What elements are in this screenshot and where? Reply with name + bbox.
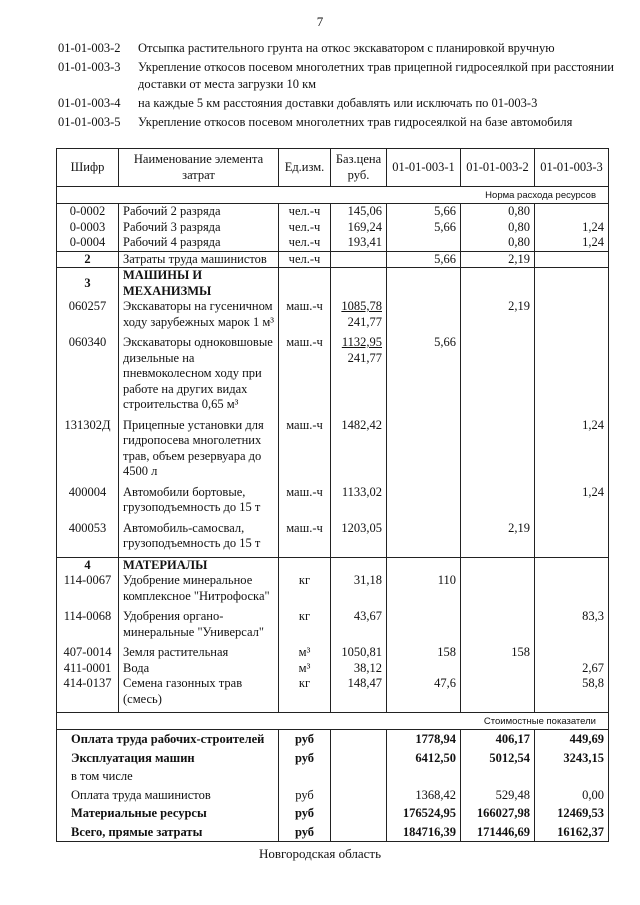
cell-v1: 110 bbox=[387, 573, 461, 604]
page-number: 7 bbox=[316, 14, 324, 29]
cell-v2 bbox=[461, 335, 535, 413]
intro-item bbox=[58, 59, 618, 93]
resource-table bbox=[56, 148, 609, 842]
cell-name: Вода bbox=[119, 661, 279, 677]
summary-unit: руб bbox=[279, 804, 331, 823]
table-row bbox=[57, 204, 609, 220]
cell-v1: 5,66 bbox=[387, 251, 461, 268]
summary-v2: 529,48 bbox=[461, 786, 535, 805]
intro-item bbox=[58, 114, 618, 131]
cell-name: Рабочий 3 разряда bbox=[119, 220, 279, 236]
header-col-2: 01-01-003-2 bbox=[461, 149, 535, 187]
intro-code: 01-01-003-3 bbox=[58, 60, 121, 74]
section-heading-row bbox=[57, 557, 609, 573]
cell-unit: маш.-ч bbox=[279, 418, 331, 480]
cell-v3: 2,67 bbox=[535, 661, 609, 677]
summary-v1: 1368,42 bbox=[387, 786, 461, 805]
header-code: Шифр bbox=[57, 149, 119, 187]
summary-v1: 176524,95 bbox=[387, 804, 461, 823]
cell-v1 bbox=[387, 235, 461, 251]
cell-name: Рабочий 4 разряда bbox=[119, 235, 279, 251]
empty-cell bbox=[279, 557, 331, 573]
cell-v3: 1,24 bbox=[535, 418, 609, 480]
cell-v1: 47,6 bbox=[387, 676, 461, 707]
summary-unit: руб bbox=[279, 749, 331, 768]
cell-price: 1050,81 bbox=[331, 645, 387, 661]
price-secondary: 241,77 bbox=[347, 314, 382, 329]
summary-price bbox=[331, 823, 387, 842]
cell-unit: маш.-ч bbox=[279, 335, 331, 413]
cell-name: Удобрение минеральное комплексное "Нитрофоска" bbox=[119, 573, 279, 604]
footer-region: Новгородская область bbox=[258, 846, 382, 861]
cell-code: 114-0067 bbox=[57, 573, 119, 604]
cell-v2: 0,80 bbox=[461, 220, 535, 236]
cell-v2 bbox=[461, 661, 535, 677]
cell-name: Рабочий 2 разряда bbox=[119, 204, 279, 220]
price-main: 1085,78 bbox=[341, 299, 382, 313]
cell-price bbox=[331, 335, 387, 413]
cell-v2 bbox=[461, 573, 535, 604]
summary-row bbox=[57, 786, 609, 805]
cell-name: Прицепные установки для гидропосева многолетних трав, объем резервуара до 4500 л bbox=[119, 418, 279, 480]
section-heading-row bbox=[57, 268, 609, 300]
cell-v1: 5,66 bbox=[387, 335, 461, 413]
summary-label: Всего, прямые затраты bbox=[57, 823, 279, 842]
summary-price bbox=[331, 749, 387, 768]
summary-v2: 171446,69 bbox=[461, 823, 535, 842]
intro-text: Укрепление откосов посевом многолетних трав прицепной гидросеялкой при расстоянии доставки от места загрузки 10 км bbox=[138, 60, 614, 91]
summary-v3: 3243,15 bbox=[535, 749, 609, 768]
cell-v3 bbox=[535, 251, 609, 268]
summary-label: в том числе bbox=[57, 767, 279, 786]
cell-price: 148,47 bbox=[331, 676, 387, 707]
cell-v3: 1,24 bbox=[535, 235, 609, 251]
cell-v2: 2,19 bbox=[461, 251, 535, 268]
summary-label: Материальные ресурсы bbox=[57, 804, 279, 823]
summary-v3: 16162,37 bbox=[535, 823, 609, 842]
cell-unit: маш.-ч bbox=[279, 299, 331, 330]
cell-price: 145,06 bbox=[331, 204, 387, 220]
section-band bbox=[57, 713, 609, 730]
cell-code: 400053 bbox=[57, 521, 119, 552]
cell-v2: 0,80 bbox=[461, 204, 535, 220]
cell-price bbox=[331, 299, 387, 330]
cell-name: Экскаваторы одноковшовые дизельные на пневмоколесном ходу при работе на других видах строительства 0,65 м³ bbox=[119, 335, 279, 413]
table-row bbox=[57, 661, 609, 677]
empty-cell bbox=[331, 268, 387, 300]
cell-v1 bbox=[387, 521, 461, 552]
intro-list bbox=[58, 40, 618, 133]
cell-unit: кг bbox=[279, 573, 331, 604]
table-row bbox=[57, 418, 609, 480]
cell-v1 bbox=[387, 485, 461, 516]
summary-v1: 184716,39 bbox=[387, 823, 461, 842]
cell-unit: кг bbox=[279, 609, 331, 640]
cell-price: 31,18 bbox=[331, 573, 387, 604]
cell-code: 400004 bbox=[57, 485, 119, 516]
cell-unit: чел.-ч bbox=[279, 235, 331, 251]
cell-v2 bbox=[461, 485, 535, 516]
price-main: 1203,05 bbox=[341, 520, 382, 535]
header-col-3: 01-01-003-3 bbox=[535, 149, 609, 187]
cell-code: 060257 bbox=[57, 299, 119, 330]
cell-code: 0-0003 bbox=[57, 220, 119, 236]
cell-v2: 2,19 bbox=[461, 521, 535, 552]
empty-cell bbox=[279, 268, 331, 300]
empty-cell bbox=[387, 557, 461, 573]
summary-unit: руб bbox=[279, 786, 331, 805]
cell-name: Затраты труда машинистов bbox=[119, 251, 279, 268]
summary-row bbox=[57, 767, 609, 786]
cell-v2: 0,80 bbox=[461, 235, 535, 251]
section-title: МАШИНЫ И МЕХАНИЗМЫ bbox=[119, 268, 279, 300]
cell-unit: чел.-ч bbox=[279, 204, 331, 220]
intro-text: на каждые 5 км расстояния доставки добавлять или исключать по 01-003-3 bbox=[138, 96, 538, 110]
table-row bbox=[57, 645, 609, 661]
cell-unit: чел.-ч bbox=[279, 251, 331, 268]
cell-v3: 1,24 bbox=[535, 485, 609, 516]
header-price: Баз.цена руб. bbox=[331, 149, 387, 187]
price-main: 1132,95 bbox=[341, 335, 382, 349]
cell-code: 060340 bbox=[57, 335, 119, 413]
cell-code: 414-0137 bbox=[57, 676, 119, 707]
summary-unit: руб bbox=[279, 730, 331, 749]
cell-unit: маш.-ч bbox=[279, 521, 331, 552]
cell-v1: 5,66 bbox=[387, 220, 461, 236]
cell-price: 193,41 bbox=[331, 235, 387, 251]
cell-price bbox=[331, 418, 387, 480]
cell-code: 407-0014 bbox=[57, 645, 119, 661]
table-row bbox=[57, 521, 609, 552]
cell-code: 411-0001 bbox=[57, 661, 119, 677]
summary-v1 bbox=[387, 767, 461, 786]
cell-v1 bbox=[387, 418, 461, 480]
table-body bbox=[57, 187, 609, 842]
summary-row bbox=[57, 730, 609, 749]
summary-label: Оплата труда машинистов bbox=[57, 786, 279, 805]
cell-v3 bbox=[535, 299, 609, 330]
summary-price bbox=[331, 804, 387, 823]
cell-price bbox=[331, 485, 387, 516]
summary-v3 bbox=[535, 767, 609, 786]
cell-name: Автомобили бортовые, грузоподъемность до 15 т bbox=[119, 485, 279, 516]
cell-v1: 5,66 bbox=[387, 204, 461, 220]
intro-code: 01-01-003-4 bbox=[58, 96, 121, 110]
cell-code: 2 bbox=[57, 251, 119, 268]
summary-v2: 5012,54 bbox=[461, 749, 535, 768]
band-label: Стоимостные показатели bbox=[57, 713, 609, 730]
cell-v3: 58,8 bbox=[535, 676, 609, 707]
table-row bbox=[57, 573, 609, 604]
cell-unit: м³ bbox=[279, 661, 331, 677]
table-row bbox=[57, 251, 609, 268]
cell-name: Семена газонных трав (смесь) bbox=[119, 676, 279, 707]
cell-v1 bbox=[387, 609, 461, 640]
empty-cell bbox=[387, 268, 461, 300]
cell-v2 bbox=[461, 676, 535, 707]
section-band bbox=[57, 187, 609, 204]
empty-cell bbox=[535, 557, 609, 573]
price-main: 1133,02 bbox=[341, 484, 382, 499]
cell-v2: 2,19 bbox=[461, 299, 535, 330]
table-row bbox=[57, 299, 609, 330]
cell-price: 169,24 bbox=[331, 220, 387, 236]
summary-unit bbox=[279, 767, 331, 786]
table-row bbox=[57, 335, 609, 413]
cell-code: 0-0004 bbox=[57, 235, 119, 251]
section-title: МАТЕРИАЛЫ bbox=[119, 557, 279, 573]
summary-row bbox=[57, 749, 609, 768]
cell-v3 bbox=[535, 521, 609, 552]
table-row bbox=[57, 485, 609, 516]
cell-name: Автомобиль-самосвал, грузоподъемность до 15 т bbox=[119, 521, 279, 552]
cell-v3 bbox=[535, 335, 609, 413]
table-row bbox=[57, 235, 609, 251]
header-name: Наименование элемента затрат bbox=[119, 149, 279, 187]
summary-v1: 1778,94 bbox=[387, 730, 461, 749]
cell-code: 114-0068 bbox=[57, 609, 119, 640]
intro-code: 01-01-003-2 bbox=[58, 41, 121, 55]
cell-name: Удобрения органо-минеральные "Универсал" bbox=[119, 609, 279, 640]
cell-v3 bbox=[535, 204, 609, 220]
empty-cell bbox=[461, 557, 535, 573]
summary-label: Эксплуатация машин bbox=[57, 749, 279, 768]
cell-v1 bbox=[387, 299, 461, 330]
summary-price bbox=[331, 786, 387, 805]
price-main: 1482,42 bbox=[341, 417, 382, 432]
cell-price: 43,67 bbox=[331, 609, 387, 640]
cell-v2 bbox=[461, 418, 535, 480]
price-secondary: 241,77 bbox=[347, 350, 382, 365]
band-label: Норма расхода ресурсов bbox=[57, 187, 609, 204]
cell-v3 bbox=[535, 573, 609, 604]
cell-price bbox=[331, 521, 387, 552]
cell-v3: 1,24 bbox=[535, 220, 609, 236]
summary-v2 bbox=[461, 767, 535, 786]
summary-v3: 0,00 bbox=[535, 786, 609, 805]
intro-text: Укрепление откосов посевом многолетних трав гидросеялкой на базе автомобиля bbox=[138, 115, 573, 129]
summary-v1: 6412,50 bbox=[387, 749, 461, 768]
summary-v3: 12469,53 bbox=[535, 804, 609, 823]
section-number: 4 bbox=[57, 557, 119, 573]
cell-code: 131302Д bbox=[57, 418, 119, 480]
summary-v2: 166027,98 bbox=[461, 804, 535, 823]
empty-cell bbox=[535, 268, 609, 300]
cell-v3 bbox=[535, 645, 609, 661]
cell-v1 bbox=[387, 661, 461, 677]
summary-v3: 449,69 bbox=[535, 730, 609, 749]
section-number: 3 bbox=[57, 268, 119, 300]
cell-name: Земля растительная bbox=[119, 645, 279, 661]
cell-v1: 158 bbox=[387, 645, 461, 661]
cell-unit: чел.-ч bbox=[279, 220, 331, 236]
table-header-row bbox=[57, 149, 609, 187]
cell-price: 38,12 bbox=[331, 661, 387, 677]
cell-unit: м³ bbox=[279, 645, 331, 661]
cell-unit: маш.-ч bbox=[279, 485, 331, 516]
intro-item bbox=[58, 95, 618, 112]
cell-unit: кг bbox=[279, 676, 331, 707]
summary-row bbox=[57, 823, 609, 842]
summary-v2: 406,17 bbox=[461, 730, 535, 749]
intro-text: Отсыпка растительного грунта на откос экскаватором с планировкой вручную bbox=[138, 41, 555, 55]
summary-price bbox=[331, 767, 387, 786]
table-row bbox=[57, 609, 609, 640]
cell-price bbox=[331, 251, 387, 268]
empty-cell bbox=[461, 268, 535, 300]
summary-row bbox=[57, 804, 609, 823]
intro-item bbox=[58, 40, 618, 57]
empty-cell bbox=[331, 557, 387, 573]
table-row bbox=[57, 676, 609, 707]
summary-price bbox=[331, 730, 387, 749]
cell-v2: 158 bbox=[461, 645, 535, 661]
cell-v3: 83,3 bbox=[535, 609, 609, 640]
cell-name: Экскаваторы на гусеничном ходу зарубежных марок 1 м³ bbox=[119, 299, 279, 330]
cell-v2 bbox=[461, 609, 535, 640]
header-col-1: 01-01-003-1 bbox=[387, 149, 461, 187]
header-unit: Ед.изм. bbox=[279, 149, 331, 187]
intro-code: 01-01-003-5 bbox=[58, 115, 121, 129]
cell-code: 0-0002 bbox=[57, 204, 119, 220]
summary-unit: руб bbox=[279, 823, 331, 842]
summary-label: Оплата труда рабочих-строителей bbox=[57, 730, 279, 749]
table-row bbox=[57, 220, 609, 236]
